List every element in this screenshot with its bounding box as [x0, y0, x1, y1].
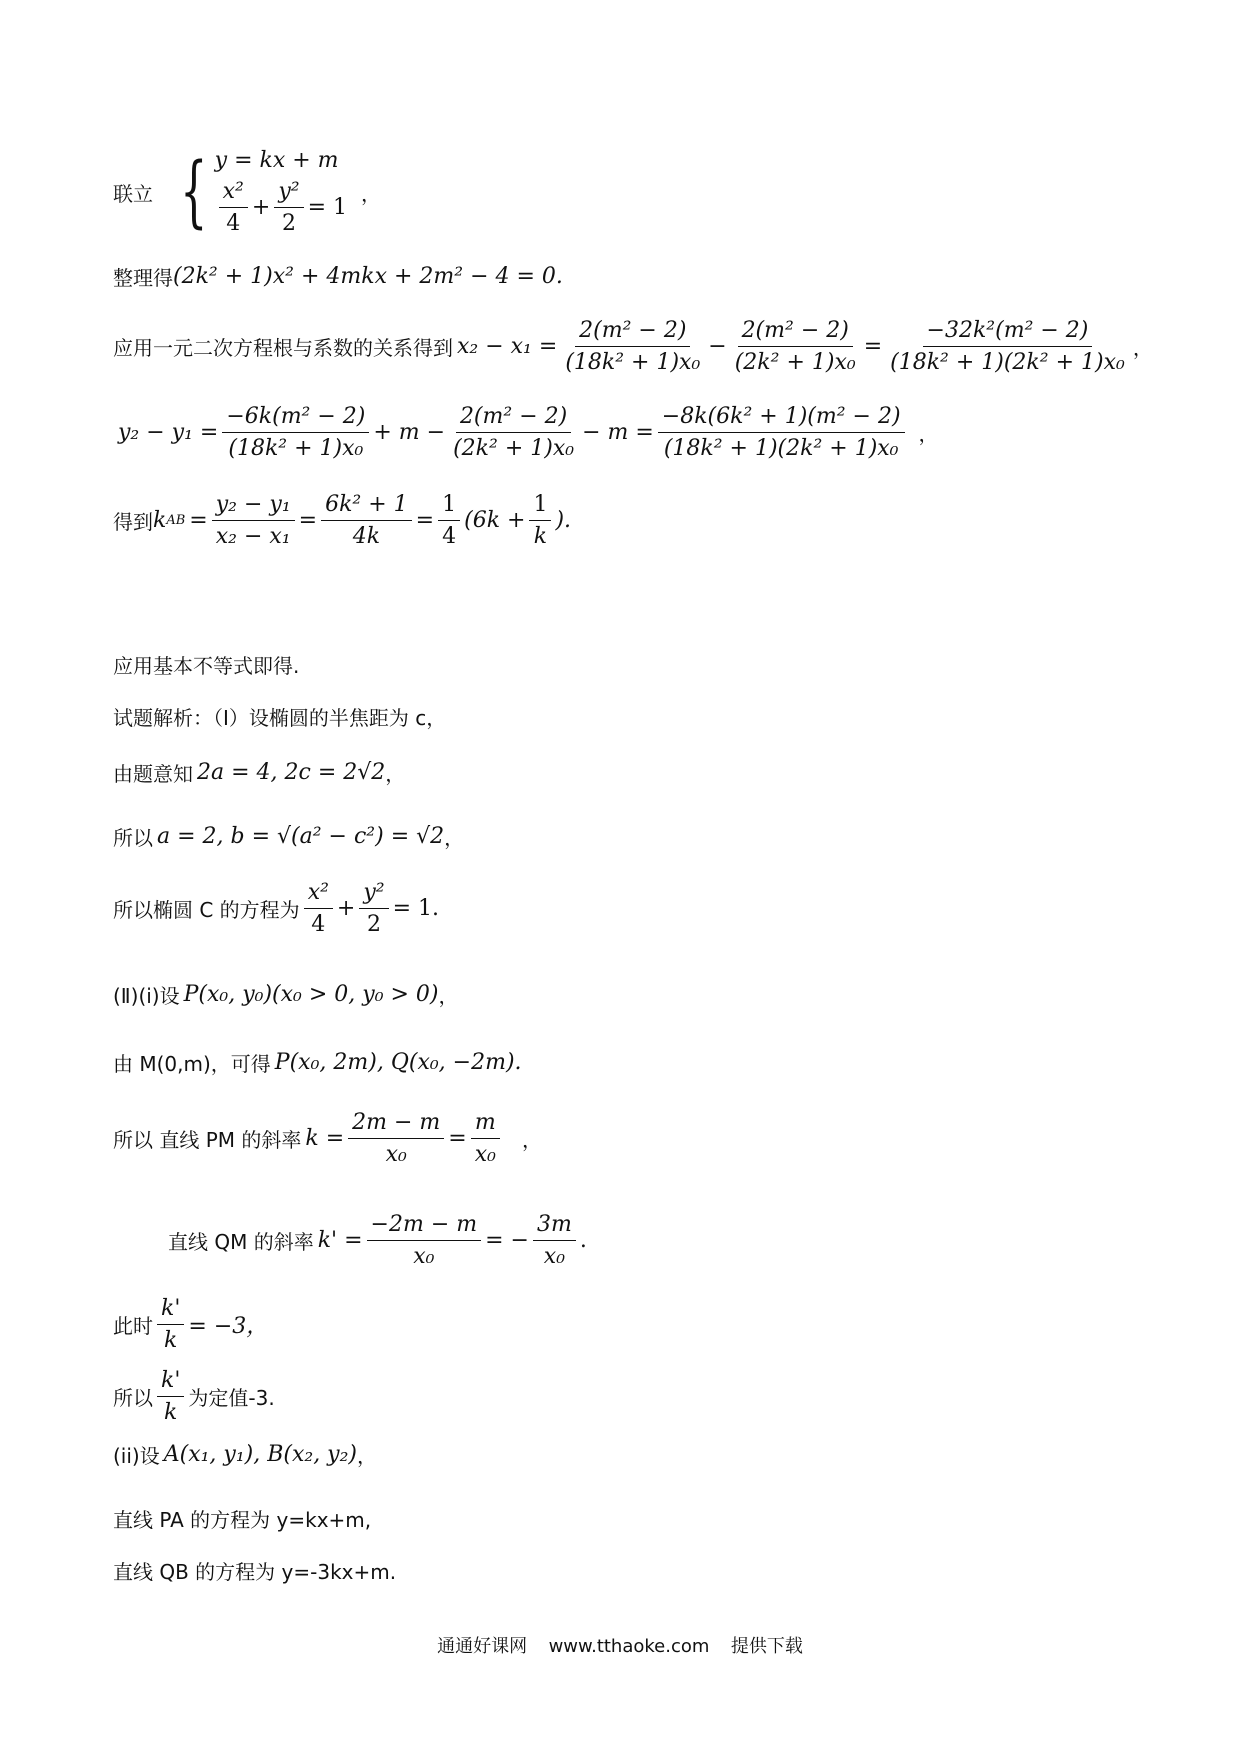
page-footer [0, 1632, 1240, 1658]
given-line: 由题意知 2a = 4, 2c = 2√2 ， [113, 760, 406, 786]
fraction: $\frac{\text{−32k²(m² − 2)}}{\text{(18k² + 1)(2k² + 1)x₀}}$ [890, 318, 1125, 375]
fraction: $\frac{m}{\text{x₀}}$ [471, 1110, 500, 1167]
fraction: $\frac{k'}{k}$ [157, 1296, 184, 1353]
fraction: $\frac{\text{6k² + 1}}{4k}$ [321, 492, 412, 549]
text-line: 应用基本不等式即得. [113, 654, 300, 678]
fraction: $\frac{1}{4}$ [438, 492, 460, 549]
ratio-line: 此时 $\frac{k'}{k}$ = −3， [113, 1296, 269, 1353]
footer-url[interactable]: www.tthaoke.com [548, 1636, 710, 1657]
ab-values-line: 所以 a = 2, b = √(a² − c²) = √2 ， [113, 824, 465, 850]
brace-symbol: { [180, 147, 208, 237]
text-line: 直线 PA 的方程为 y=kx+m, [113, 1508, 372, 1532]
text-line: 直线 QB 的方程为 y=-3kx+m. [113, 1560, 397, 1584]
fraction-x2-over-4: $\frac{\text{x²}}{4}$ [304, 880, 333, 937]
label-lianli: 联立 [113, 181, 153, 206]
fraction: $\frac{\text{2(m² − 2)}}{\text{(2k² + 1)x₀}}$ [734, 318, 856, 375]
fraction-x2-over-4: $\frac{\text{x²}}{4}$ [219, 179, 248, 236]
points-ab-line: (ii)设 A(x₁, y₁), B(x₂, y₂) ， [113, 1442, 378, 1468]
simplified-equation-line [113, 262, 563, 291]
slope-ab-line: 得到 k AB = $\frac{\text{y₂ − y₁}}{\text{x₂ − x₁}}$ = $\frac{\text{6k² + 1}}{4k}$ = $\frac{1}{4}$ (6k + $\frac{1}{k}$ ). [113, 492, 572, 549]
label-dedao: 得到 [113, 510, 153, 534]
x-difference-line: 应用一元二次方程根与系数的关系得到 x₂ − x₁ = $\frac{\text{2(m² − 2)}}{\text{(18k² + 1)x₀}}$ − $\frac{\text{2(m² − 2)}}{\text{(2k² + 1)x₀}}$ = $\frac{\text{−32k²(m² − 2)}}{\text{(18k² + 1)(2k² + 1)x₀}}$ ， [113, 318, 1153, 375]
quadratic-expression: (2k² + 1)x² + 4mkx + 2m² − 4 = 0. [173, 264, 563, 289]
slope-qm-line: 直线 QM 的斜率 k' = $\frac{-2m - m}{\text{x₀}}$ = − $\frac{3m}{\text{x₀}}$ . [168, 1212, 587, 1269]
y-difference-line: y₂ − y₁ = $\frac{\text{−6k(m² − 2)}}{\text{(18k² + 1)x₀}}$ + m − $\frac{\text{2(m² − 2)}}{\text{(2k² + 1)x₀}}$ − m = $\frac{\text{−8k(6k² + 1)(m² − 2)}}{\text{(18k² + 1)(2k² + 1)x₀}}$ ， [118, 404, 939, 461]
system-line-equation: y = kx + m [214, 148, 339, 173]
fraction-y2-over-2: $\frac{\text{y²}}{2}$ [274, 179, 303, 236]
fraction: $\frac{k'}{k}$ [157, 1368, 184, 1425]
x-difference-lhs: x₂ − x₁ = [457, 334, 558, 359]
fraction: $\frac{\text{2(m² − 2)}}{\text{(2k² + 1)x₀}}$ [453, 404, 575, 461]
text-line: 试题解析：（Ⅰ）设椭圆的半焦距为 c， [113, 706, 447, 730]
footer-site-name: 通通好课网 [437, 1636, 528, 1657]
fraction: $\frac{1}{k}$ [529, 492, 551, 549]
points-pq-line: 由 M(0,m)，可得 P(x₀, 2m), Q(x₀, −2m). [113, 1050, 522, 1076]
label-vieta: 应用一元二次方程根与系数的关系得到 [113, 336, 453, 360]
equation-system: { y = kx + m $\frac{\text{x²}}{4}$ + $\frac{\text{y²}}{2}$ = 1 [180, 147, 347, 237]
ratio-constant-line: 所以 $\frac{k'}{k}$ 为定值-3. [113, 1368, 275, 1425]
slope-pm-line: 所以 直线 PM 的斜率 k = $\frac{2m - m}{\text{x₀}}$ = $\frac{m}{\text{x₀}}$ ， [113, 1110, 542, 1167]
equation-system-line [113, 148, 381, 236]
y-difference-lhs: y₂ − y₁ = [118, 420, 219, 445]
fraction-y2-over-2: $\frac{\text{y²}}{2}$ [359, 880, 388, 937]
fraction: $\frac{2m - m}{\text{x₀}}$ [348, 1110, 444, 1167]
point-p-line: (Ⅱ)(i)设 P(x₀, y₀)(x₀ > 0, y₀ > 0) ， [113, 982, 459, 1008]
fraction: $\frac{3m}{\text{x₀}}$ [533, 1212, 576, 1269]
footer-suffix: 提供下载 [730, 1636, 803, 1657]
fraction: $\frac{\text{y₂ − y₁}}{\text{x₂ − x₁}}$ [212, 492, 295, 549]
fraction: $\frac{-2m - m}{\text{x₀}}$ [367, 1212, 482, 1269]
fraction: $\frac{\text{−8k(6k² + 1)(m² − 2)}}{\text{(18k² + 1)(2k² + 1)x₀}}$ [658, 404, 905, 461]
fraction: $\frac{\text{2(m² − 2)}}{\text{(18k² + 1)x₀}}$ [565, 318, 701, 375]
comma: ， [361, 181, 381, 206]
label-zhengli: 整理得 [113, 266, 173, 290]
fraction: $\frac{\text{−6k(m² − 2)}}{\text{(18k² + 1)x₀}}$ [222, 404, 369, 461]
ellipse-equation-line: 所以椭圆 C 的方程为 $\frac{\text{x²}}{4}$ + $\frac{\text{y²}}{2}$ = 1. [113, 880, 440, 937]
